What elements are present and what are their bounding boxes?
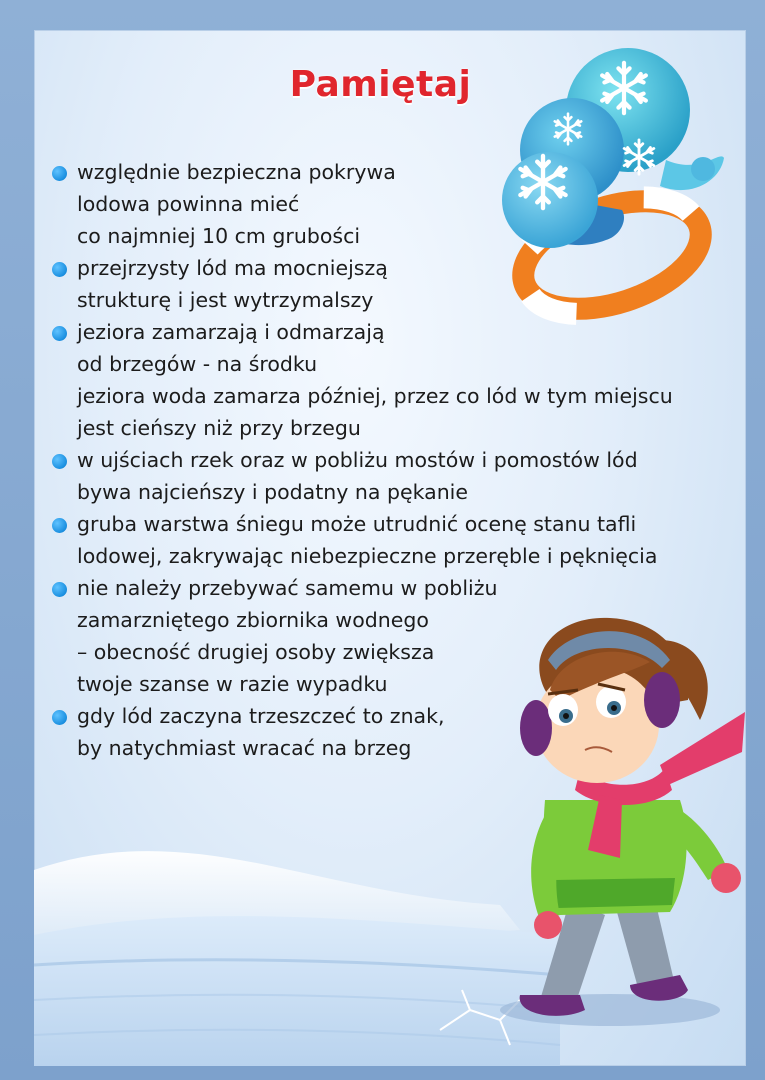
bullet-icon: [52, 166, 67, 181]
tip-line: jeziora zamarzają i odmarzają: [77, 320, 385, 344]
tip-line: bywa najcieńszy i podatny na pękanie: [77, 480, 468, 504]
tip-line: co najmniej 10 cm grubości: [77, 224, 361, 248]
bullet-icon: [52, 518, 67, 533]
tip-line: nie należy przebywać samemu w pobliżu: [77, 576, 498, 600]
tip-line: jest cieńszy niż przy brzegu: [77, 416, 361, 440]
bullet-icon: [52, 454, 67, 469]
tip-line: lodowej, zakrywając niebezpieczne przeręble i pęknięcia: [77, 544, 658, 568]
tip-line: od brzegów - na środku: [77, 352, 318, 376]
tip-line: przejrzysty lód ma mocniejszą: [77, 256, 388, 280]
ice-crack: [440, 990, 520, 1045]
tip-line: gruba warstwa śniegu może utrudnić ocenę stanu tafli: [77, 512, 637, 536]
bullet-icon: [52, 262, 67, 277]
tip-line: w ujściach rzek oraz w pobliżu mostów i pomostów lód: [77, 448, 638, 472]
page-title: Pamiętaj: [289, 64, 472, 105]
tip-line: gdy lód zaczyna trzeszczeć to znak,: [77, 704, 445, 728]
tip-line: względnie bezpieczna pokrywa: [77, 160, 396, 184]
bullet-icon: [52, 582, 67, 597]
bullet-icon: [52, 710, 67, 725]
tip-line: – obecność drugiej osoby zwiększa: [77, 640, 435, 664]
tip-line: lodowa powinna mieć: [77, 192, 300, 216]
tip-line: zamarzniętego zbiornika wodnego: [77, 608, 429, 632]
tip-line: strukturę i jest wytrzymalszy: [77, 288, 374, 312]
tip-line: by natychmiast wracać na brzeg: [77, 736, 412, 760]
tip-line: twoje szanse w razie wypadku: [77, 672, 388, 696]
tip-line: jeziora woda zamarza później, przez co lód w tym miejscu: [77, 384, 673, 408]
bullet-icon: [52, 326, 67, 341]
